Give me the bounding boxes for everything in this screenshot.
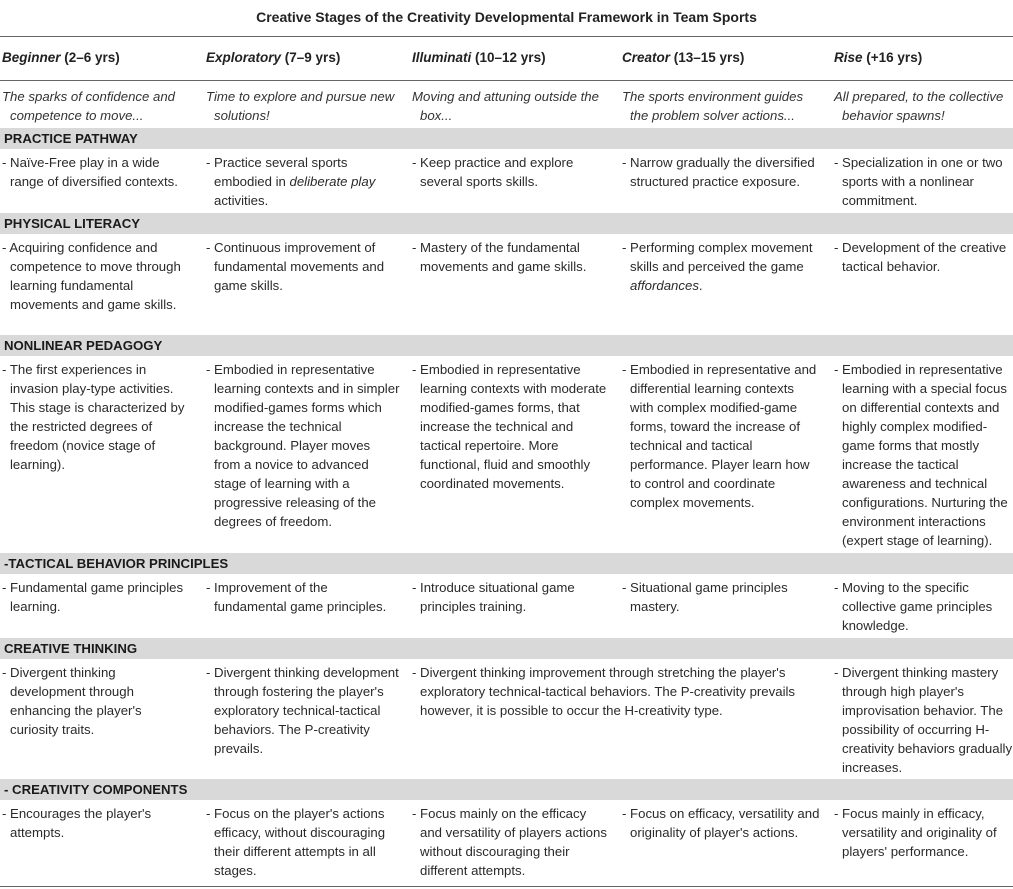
stage-name: Exploratory [206,50,282,65]
table-cell: - Keep practice and explore several sports skills. [412,155,574,189]
table-cell: - Embodied in representative learning with a special focus on differential contexts and highly complex modified-game forms that mostly increase the tactical awareness and technical configurations. Nurturing the environment interactions (expert stage of learning). [834,362,1008,548]
stage-age: (2–6 yrs) [60,50,120,65]
table-cell: - Continuous improvement of fundamental movements and game skills. [206,240,385,293]
stage-tagline: Moving and attuning outside the box... [412,89,599,123]
column-header-creator [622,48,812,67]
table-cell: - Moving to the specific collective game principles knowledge. [834,580,993,633]
top-rule [0,36,1013,37]
table-cell: - Embodied in representative and differential learning contexts with complex modified-game forms, toward the increase of technical and tactical performance. Player learn how to control and coordinate complex movements. [622,362,817,510]
header-rule [0,80,1013,81]
column-header-rise [834,48,1012,67]
table-cell: - Embodied in representative learning contexts and in simpler modified-games forms which increase the technical background. Player moves from a novice to advanced stage of learning with a progressive releasing of the degrees of freedom. [206,362,400,529]
stage-name: Illuminati [412,50,472,65]
bottom-rule [0,886,1013,887]
table-cell: - Focus mainly in efficacy, versatility and originality of players' performance. [834,806,997,859]
section-heading-tactical-behavior-principles: -TACTICAL BEHAVIOR PRINCIPLES [0,553,1013,574]
section-heading-nonlinear-pedagogy: NONLINEAR PEDAGOGY [0,335,1013,356]
table-cell: - Development of the creative tactical behavior. [834,240,1007,274]
table-cell: - Naïve-Free play in a wide range of diversified contexts. [2,155,178,189]
table-cell: - Divergent thinking development through enhancing the player's curiosity traits. [2,665,142,737]
stage-age: (7–9 yrs) [281,50,341,65]
stage-tagline: The sports environment guides the problem solver actions... [622,89,804,123]
table-cell: - The first experiences in invasion play-type activities. This stage is characterized by the restricted degrees of freedom (novice stage of learning). [2,362,185,472]
stage-age: (+16 yrs) [862,50,923,65]
table-cell: - Introduce situational game principles training. [412,580,575,614]
table-cell: - Embodied in representative learning contexts with moderate modified-games forms, that increase the technical and tactical repertoire. More functional, fluid and smoothly coordinated movements. [412,362,607,491]
table-cell: - Divergent thinking mastery through high player's improvisation behavior. The possibility of occurring H-creativity behaviors gradually increases. [834,665,1013,775]
table-cell: - Performing complex movement skills and perceived the game affordances. [622,240,813,293]
column-header-exploratory [206,48,392,67]
section-heading-creative-thinking: CREATIVE THINKING [0,638,1013,659]
table-cell: - Focus mainly on the efficacy and versatility of players actions without discouraging their different attempts. [412,806,607,878]
table-cell: - Practice several sports embodied in deliberate play activities. [206,155,376,208]
stage-age: (10–12 yrs) [471,50,546,65]
emphasis-text: affordances [630,278,699,293]
stage-tagline: The sparks of confidence and competence to move... [2,89,176,123]
table-cell: - Acquiring confidence and competence to move through learning fundamental movements and game skills. [2,240,181,312]
section-heading-physical-literacy: PHYSICAL LITERACY [0,213,1013,234]
column-header-illuminati [412,48,602,67]
table-title: Creative Stages of the Creativity Developmental Framework in Team Sports [256,9,757,25]
stage-name: Rise [834,50,863,65]
table-cell: - Fundamental game principles learning. [2,580,184,614]
table-cell: - Focus on the player's actions efficacy, without discouraging their different attempts in all stages. [206,806,386,878]
table-cell: - Narrow gradually the diversified structured practice exposure. [622,155,815,189]
section-heading-creativity-components: - CREATIVITY COMPONENTS [0,779,1013,800]
emphasis-text: deliberate play [289,174,376,189]
table-cell: - Divergent thinking development through fostering the player's exploratory technical-tactical behaviors. The P-creativity prevails. [206,665,399,756]
table-cell: - Situational game principles mastery. [622,580,788,614]
stage-tagline: Time to explore and pursue new solutions! [206,89,395,123]
section-heading-practice-pathway: PRACTICE PATHWAY [0,128,1013,149]
stage-tagline: All prepared, to the collective behavior spawns! [834,89,1004,123]
stage-name: Beginner [2,50,61,65]
table-cell: - Focus on efficacy, versatility and originality of player's actions. [622,806,820,840]
stage-name: Creator [622,50,671,65]
column-header-beginner [2,48,180,67]
table-cell: - Mastery of the fundamental movements and game skills. [412,240,587,274]
table-cell-merged: - Divergent thinking improvement through stretching the player's exploratory technical-tactical behaviors. The P-creativity prevails however, it is possible to occur the H-creativity type. [412,665,796,718]
table-cell: - Encourages the player's attempts. [2,806,152,840]
table-cell: - Improvement of the fundamental game principles. [206,580,387,614]
stage-age: (13–15 yrs) [670,50,745,65]
table-cell: - Specialization in one or two sports with a nonlinear commitment. [834,155,1003,208]
